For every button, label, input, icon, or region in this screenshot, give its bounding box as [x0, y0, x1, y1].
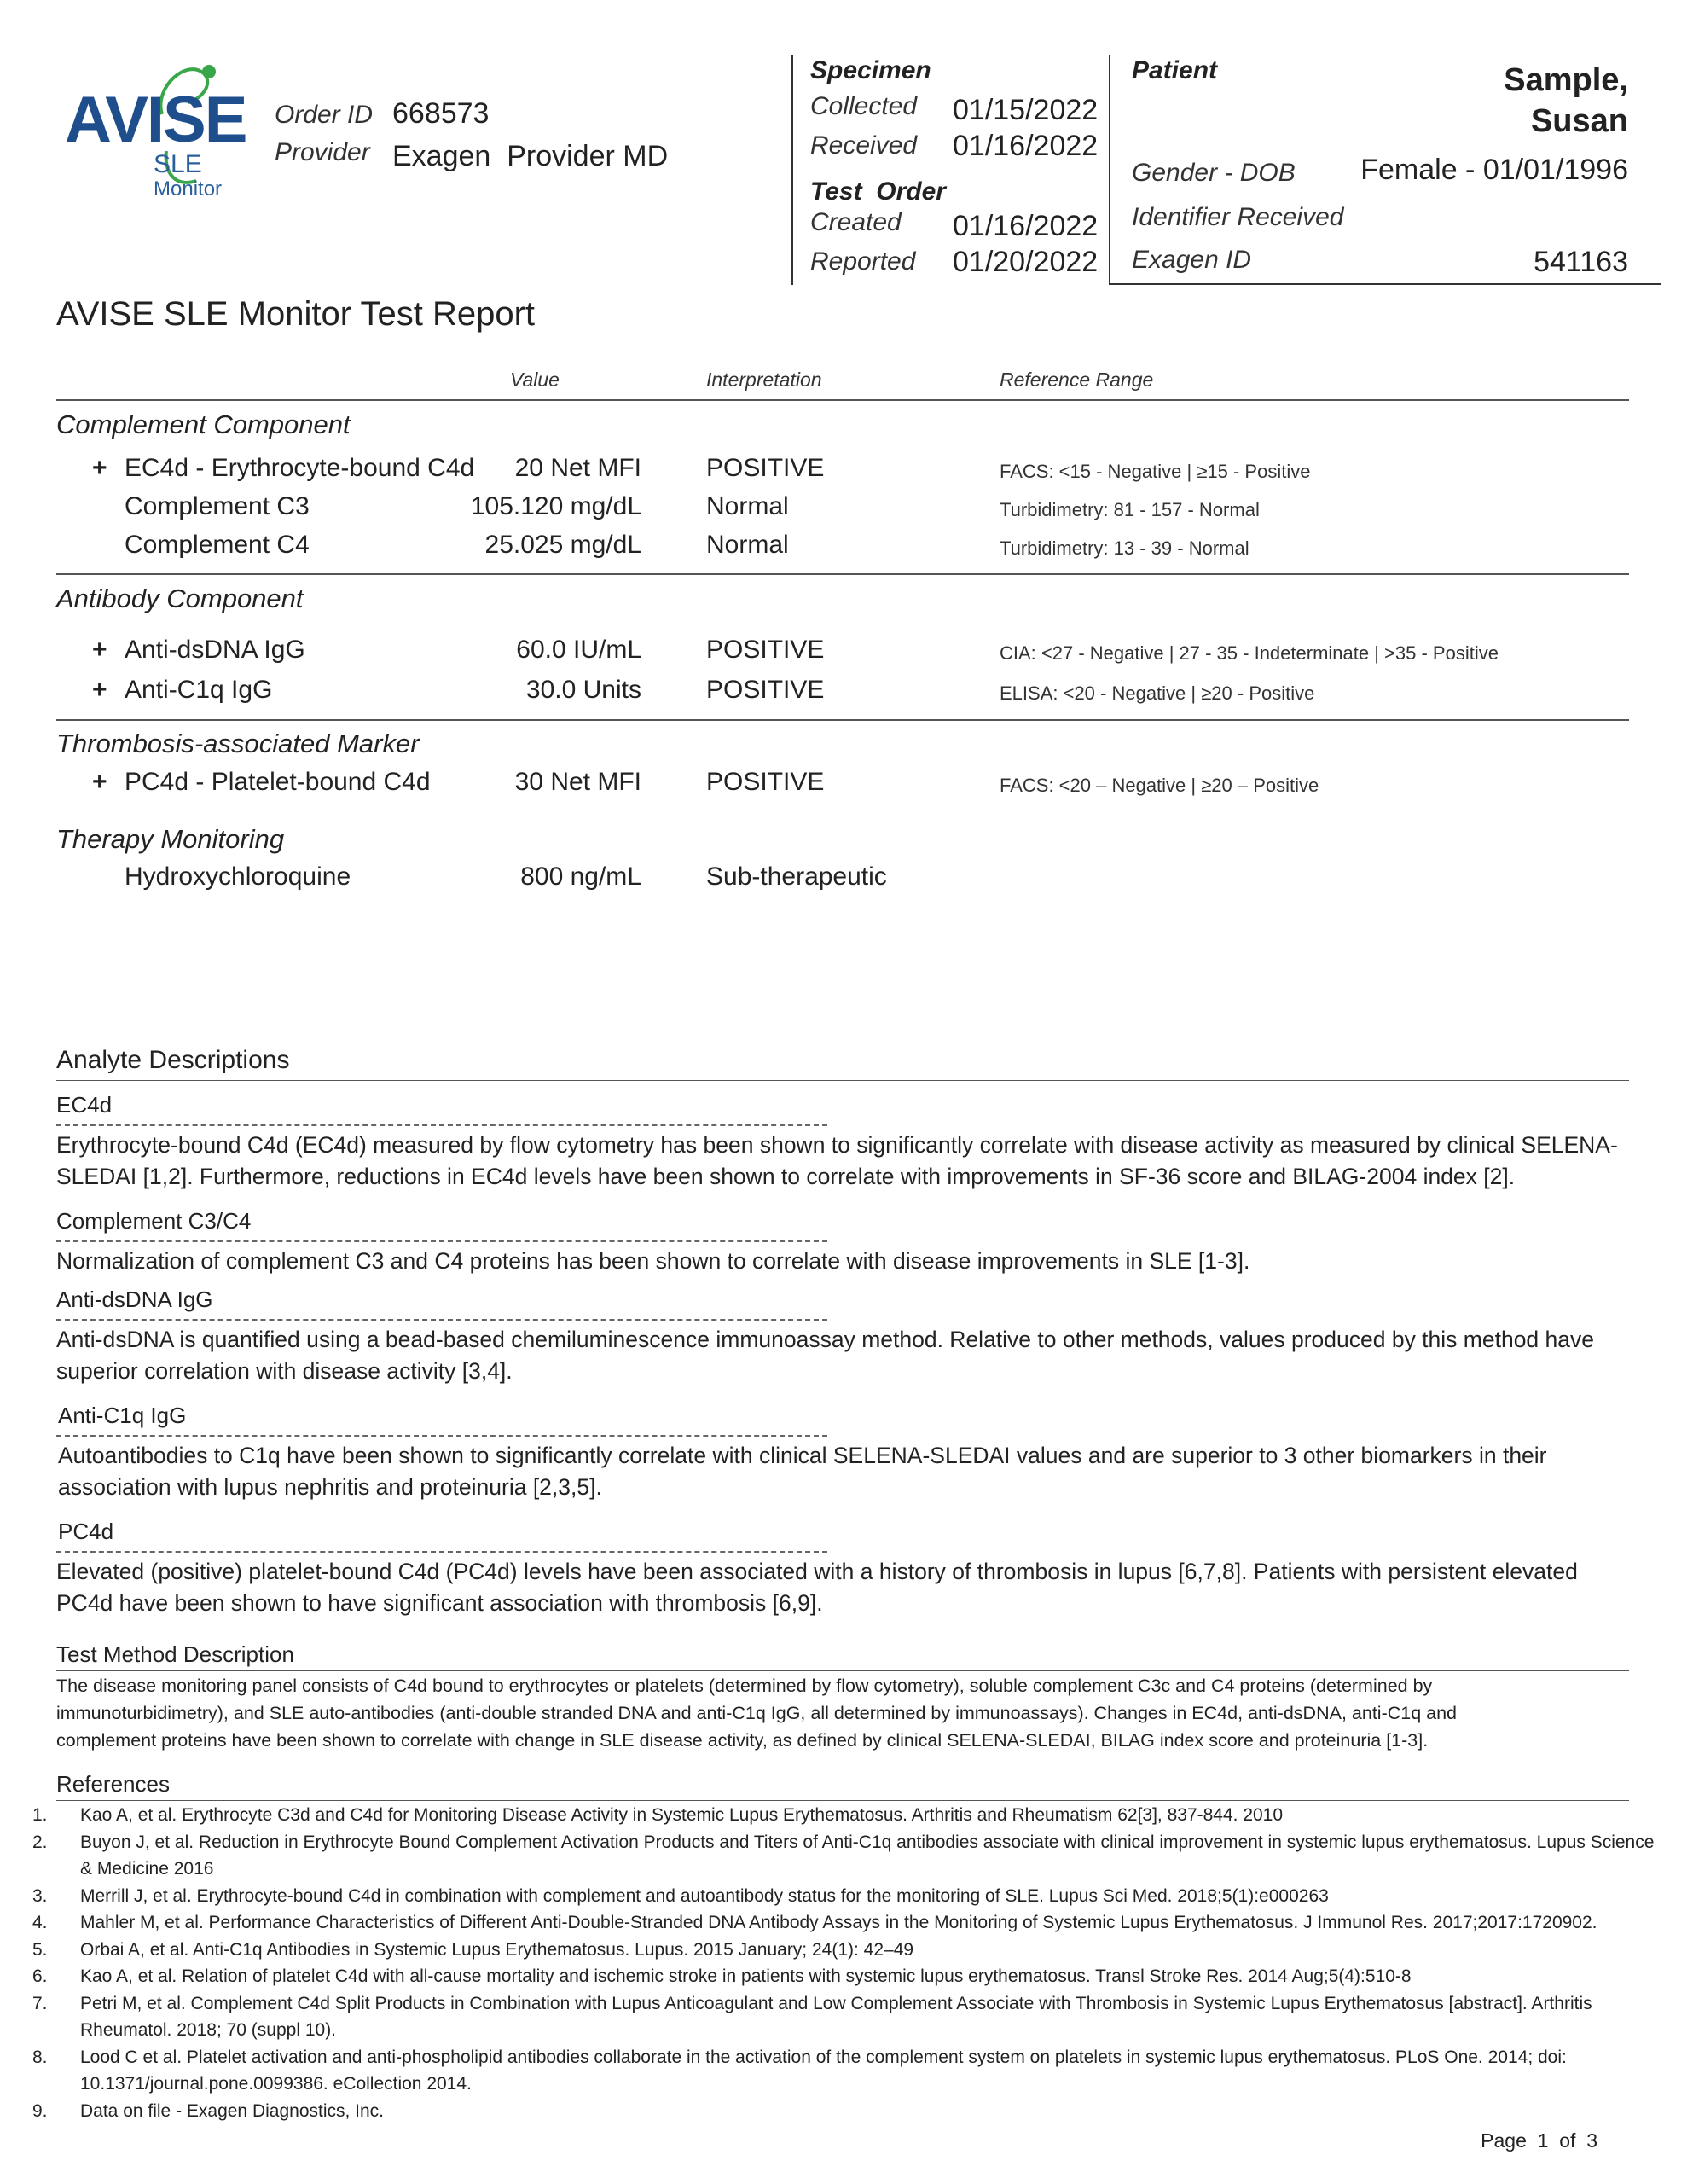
- positive-flag: +: [92, 636, 107, 664]
- positive-flag: +: [92, 676, 107, 704]
- reference-text: Merrill J, et al. Erythrocyte-bound C4d in combination with complement and autoantibody status for the monitoring of SLE. Lupus Sci Med. 2018;5(1):e000263: [80, 1885, 1329, 1906]
- analyte-interpretation: POSITIVE: [706, 768, 825, 796]
- analyte-name: Complement C3: [125, 492, 310, 520]
- reference-item: [32, 1802, 1660, 1829]
- header-rule: [1109, 283, 1661, 285]
- provider-label: Provider: [275, 138, 370, 166]
- analyte-interpretation: POSITIVE: [706, 636, 825, 664]
- references-rule: [56, 1800, 1629, 1801]
- provider-name: Exagen Provider MD: [392, 140, 669, 172]
- created-label: Created: [810, 208, 902, 236]
- desc-pc4d-text: [56, 1556, 1660, 1619]
- group-therapy: Therapy Monitoring: [56, 824, 285, 854]
- reference-number: 2.: [32, 1832, 48, 1852]
- order-id: 668573: [392, 97, 490, 130]
- col-reference: Reference Range: [1000, 369, 1154, 391]
- reference-text: Data on file - Exagen Diagnostics, Inc.: [80, 2100, 385, 2121]
- analyte-value: 60.0 IU/mL: [516, 636, 641, 664]
- method-text: [56, 1672, 1660, 1754]
- desc-c3c4-title: Complement C3/C4: [56, 1208, 252, 1234]
- analyte-value: 800 ng/mL: [520, 863, 641, 891]
- reference-text: Lood C et al. Platelet activation and anti-phospholipid antibodies collaborate in the activation of the complement system on platelets in systemic lupus erythematosus. PLoS One. 2014; doi: 10.1371/journal.pone.0099386. eCollection 2014.: [80, 2047, 1567, 2094]
- exagen-id: 541163: [1534, 246, 1628, 278]
- analyte-name: Complement C4: [125, 531, 310, 559]
- dashed-divider: [56, 1319, 827, 1321]
- col-value: Value: [510, 369, 560, 391]
- section-rule: [56, 719, 1629, 721]
- reference-text: Buyon J, et al. Reduction in Erythrocyte Bound Complement Activation Products and Titers of Anti-C1q antibodies associate with clinical improvement in systemic lupus erythematosus. Lupus Science & Medicine 2016: [80, 1832, 1655, 1879]
- desc-line: superior correlation with disease activity [3,4].: [56, 1358, 513, 1384]
- reported-label: Reported: [810, 247, 916, 276]
- analyte-interpretation: POSITIVE: [706, 676, 825, 704]
- analyte-reference: ELISA: <20 - Negative | ≥20 - Positive: [1000, 682, 1315, 704]
- result-row-pc4d: [0, 768, 1693, 807]
- analyte-interpretation: Normal: [706, 492, 789, 520]
- reference-number: 5.: [32, 1939, 48, 1960]
- reference-item: [32, 1990, 1660, 2044]
- reference-item: [32, 1883, 1660, 1910]
- desc-line: Elevated (positive) platelet-bound C4d (PC4d) levels have been associated with a history of thrombosis in lupus [6,7,8]. Patients with persistent elevated: [56, 1559, 1578, 1584]
- patient-heading: Patient: [1132, 56, 1218, 84]
- result-row-dsdna: [0, 636, 1693, 675]
- reference-text: Mahler M, et al. Performance Characteristics of Different Anti-Double-Stranded DNA Antibody Assays in the Monitoring of Systemic Lupus Erythematosus. J Immunol Res. 2017;2017:1720902.: [80, 1913, 1597, 1932]
- analyte-value: 20 Net MFI: [514, 454, 641, 482]
- reference-text: Kao A, et al. Erythrocyte C3d and C4d for Monitoring Disease Activity in Systemic Lupus Erythematosus. Arthritis and Rheumatism 62[3], 837-844. 2010: [80, 1805, 1284, 1825]
- header-divider-2: [1109, 55, 1110, 285]
- patient-name-first: Susan: [1530, 103, 1628, 139]
- group-complement: Complement Component: [56, 410, 351, 439]
- analyte-interpretation: Sub-therapeutic: [706, 863, 887, 891]
- logo-brand: AVISE: [65, 84, 246, 156]
- desc-pc4d-title: PC4d: [58, 1519, 114, 1544]
- analyte-reference: FACS: <20 – Negative | ≥20 – Positive: [1000, 775, 1319, 796]
- analyte-name: PC4d - Platelet-bound C4d: [125, 768, 431, 796]
- logo-sub1: SLE: [154, 150, 202, 178]
- reference-number: 3.: [32, 1885, 48, 1906]
- analyte-name: Anti-C1q IgG: [125, 676, 273, 704]
- avise-logo: [60, 53, 247, 206]
- descriptions-rule: [56, 1080, 1629, 1081]
- reference-item: [32, 1937, 1660, 1964]
- page-number: Page 1 of 3: [1481, 2129, 1597, 2152]
- received-date: 01/16/2022: [953, 130, 1099, 162]
- reference-text: Kao A, et al. Relation of platelet C4d with all-cause mortality and ischemic stroke in patients with systemic lupus erythematosus. Transl Stroke Res. 2014 Aug;5(4):510-8: [80, 1966, 1412, 1986]
- logo-sub2: Monitor: [154, 177, 223, 200]
- created-date: 01/16/2022: [953, 210, 1099, 242]
- dashed-divider: [56, 1551, 827, 1553]
- analyte-value: 30.0 Units: [525, 676, 641, 704]
- desc-c3c4-text: [56, 1246, 1660, 1277]
- method-line: immunoturbidimetry), and SLE auto-antibodies (anti-double stranded DNA and anti-C1q IgG, all determined by immunoassays). Changes in EC4d, anti-dsDNA, anti-C1q and: [56, 1703, 1458, 1723]
- analyte-interpretation: POSITIVE: [706, 454, 825, 482]
- result-row-hcq: [0, 863, 1693, 902]
- desc-dsdna-title: Anti-dsDNA IgG: [56, 1287, 213, 1312]
- report-title: AVISE SLE Monitor Test Report: [56, 295, 535, 333]
- desc-line: PC4d have been shown to have significant association with thrombosis [6,9].: [56, 1590, 823, 1616]
- section-rule: [56, 573, 1629, 575]
- col-interpretation: Interpretation: [706, 369, 822, 391]
- reference-list: [32, 1802, 1660, 2124]
- received-label: Received: [810, 131, 918, 160]
- desc-c1q-title: Anti-C1q IgG: [58, 1403, 187, 1428]
- reference-item: [32, 2098, 1660, 2125]
- result-row-ec4d: [0, 454, 1693, 493]
- analyte-reference: CIA: <27 - Negative | 27 - 35 - Indeterminate | >35 - Positive: [1000, 642, 1499, 664]
- positive-flag: +: [92, 768, 107, 796]
- desc-line: Autoantibodies to C1q have been shown to significantly correlate with clinical SELENA-SLEDAI values and are superior to 3 other biomarkers in their: [58, 1443, 1547, 1468]
- reported-date: 01/20/2022: [953, 246, 1099, 278]
- identifier-label: Identifier Received: [1132, 203, 1344, 231]
- reference-text: Petri M, et al. Complement C4d Split Products in Combination with Lupus Anticoagulant and Low Complement Associate with Thrombosis in Systemic Lupus Erythematosus [abstract]. Arthritis Rheumatol. 2018; 70 (suppl 10).: [80, 1993, 1592, 2040]
- desc-ec4d-text: [56, 1130, 1660, 1193]
- method-line: complement proteins have been shown to correlate with change in SLE disease activity, as defined by clinical SELENA-SLEDAI, BILAG index score and proteinuria [1-3].: [56, 1730, 1429, 1751]
- group-antibody: Antibody Component: [56, 584, 304, 613]
- reference-number: 4.: [32, 1913, 48, 1932]
- desc-line: Anti-dsDNA is quantified using a bead-based chemiluminescence immunoassay method. Relative to other methods, values produced by this method have: [56, 1327, 1594, 1352]
- method-heading: Test Method Description: [56, 1641, 294, 1667]
- gender-dob: Female - 01/01/1996: [1360, 154, 1628, 186]
- desc-dsdna-text: [56, 1324, 1660, 1387]
- analyte-value: 30 Net MFI: [514, 768, 641, 796]
- reference-item: [32, 1909, 1660, 1937]
- exagen-id-label: Exagen ID: [1132, 246, 1252, 274]
- analyte-reference: FACS: <15 - Negative | ≥15 - Positive: [1000, 461, 1311, 482]
- order-id-label: Order ID: [275, 101, 374, 129]
- result-row-c1q: [0, 676, 1693, 715]
- method-rule: [56, 1670, 1629, 1671]
- reference-number: 8.: [32, 2047, 48, 2067]
- reference-number: 6.: [32, 1966, 48, 1986]
- desc-line: association with lupus nephritis and proteinuria [2,3,5].: [58, 1474, 602, 1500]
- dashed-divider: [56, 1240, 827, 1242]
- result-row-c4: [0, 531, 1693, 570]
- header-rule-results: [56, 399, 1629, 401]
- reference-number: 7.: [32, 1993, 48, 2013]
- analyte-reference: Turbidimetry: 13 - 39 - Normal: [1000, 537, 1249, 559]
- reference-number: 9.: [32, 2100, 48, 2121]
- analyte-value: 105.120 mg/dL: [470, 492, 641, 520]
- analyte-name: EC4d - Erythrocyte-bound C4d: [125, 454, 475, 482]
- desc-line: SLEDAI [1,2]. Furthermore, reductions in EC4d levels have been shown to correlate with improvements in SF-36 score and BILAG-2004 index [2].: [56, 1164, 1516, 1189]
- gender-dob-label: Gender - DOB: [1132, 159, 1296, 187]
- analyte-value: 25.025 mg/dL: [484, 531, 641, 559]
- group-thrombosis: Thrombosis-associated Marker: [56, 729, 420, 758]
- references-heading: References: [56, 1771, 170, 1797]
- method-line: The disease monitoring panel consists of C4d bound to erythrocytes or platelets (determined by flow cytometry), soluble complement C3c and C4 proteins (determined by: [56, 1676, 1433, 1696]
- analyte-name: Anti-dsDNA IgG: [125, 636, 305, 664]
- dashed-divider: [56, 1435, 827, 1437]
- analyte-reference: Turbidimetry: 81 - 157 - Normal: [1000, 499, 1260, 520]
- descriptions-heading: Analyte Descriptions: [56, 1046, 290, 1074]
- specimen-heading: Specimen: [810, 56, 931, 84]
- analyte-interpretation: Normal: [706, 531, 789, 559]
- test-order-heading: Test Order: [810, 177, 946, 206]
- positive-flag: +: [92, 454, 107, 482]
- reference-item: [32, 1829, 1660, 1883]
- reference-number: 1.: [32, 1805, 48, 1825]
- patient-name-last: Sample,: [1504, 62, 1628, 98]
- reference-text: Orbai A, et al. Anti-C1q Antibodies in Systemic Lupus Erythematosus. Lupus. 2015 January; 24(1): 42–49: [80, 1939, 914, 1960]
- collected-date: 01/15/2022: [953, 94, 1099, 126]
- collected-label: Collected: [810, 92, 918, 120]
- analyte-name: Hydroxychloroquine: [125, 863, 351, 891]
- desc-line: Normalization of complement C3 and C4 proteins has been shown to correlate with disease improvements in SLE [1-3].: [56, 1248, 1250, 1274]
- header-divider-1: [791, 55, 793, 285]
- result-row-c3: [0, 492, 1693, 531]
- reference-item: [32, 1963, 1660, 1990]
- desc-line: Erythrocyte-bound C4d (EC4d) measured by flow cytometry has been shown to significantly correlate with disease activity as measured by clinical SELENA-: [56, 1132, 1618, 1158]
- desc-ec4d-title: EC4d: [56, 1092, 113, 1118]
- desc-c1q-text: [58, 1440, 1661, 1503]
- dashed-divider: [56, 1124, 827, 1126]
- reference-item: [32, 2044, 1660, 2098]
